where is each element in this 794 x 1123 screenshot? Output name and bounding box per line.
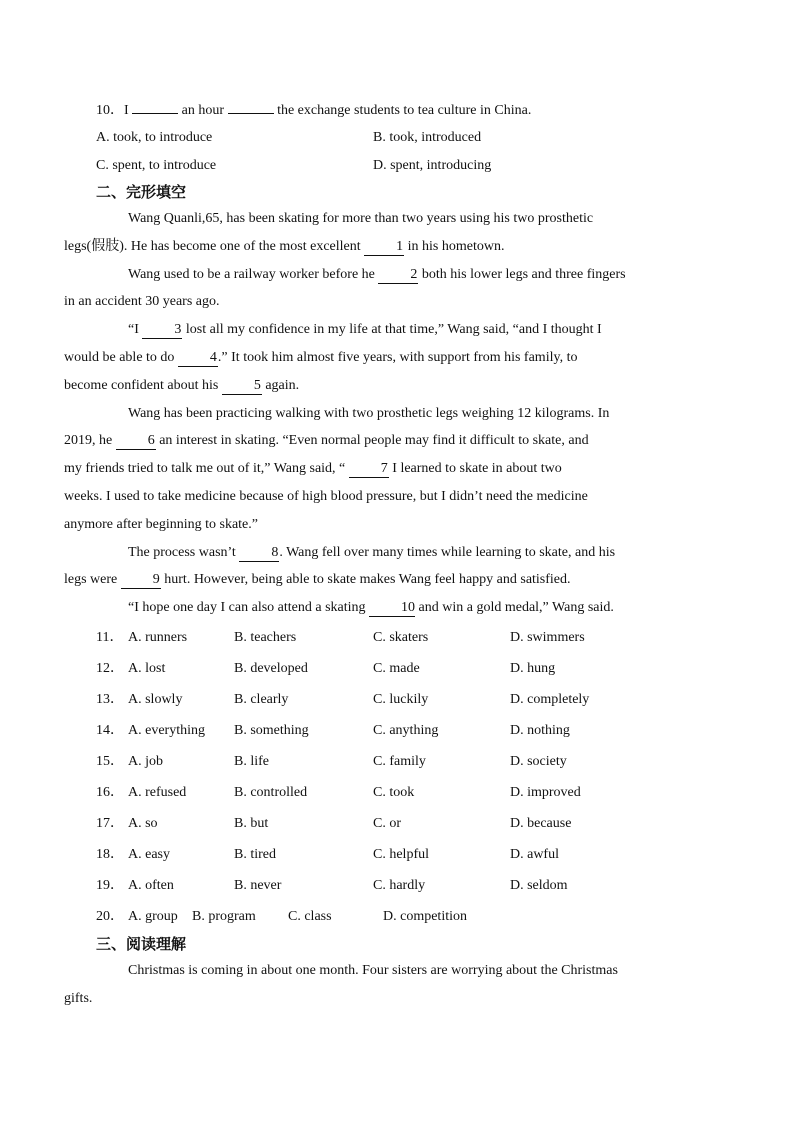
option-a: A. so xyxy=(128,815,158,831)
option-a: A. runners xyxy=(128,629,188,645)
passage-text: in an accident 30 years ago. xyxy=(64,294,220,310)
passage-text: weeks. I used to take medicine because of high blood pressure, but I didn’t need the medicine xyxy=(64,488,588,504)
option-c: C. hardly xyxy=(373,877,426,893)
option-a: A. took, to introduce xyxy=(96,130,213,145)
passage-text: Wang Quanli,65, has been skating for more than two years using his two prosthetic xyxy=(128,211,594,226)
option-b: B. clearly xyxy=(234,691,289,707)
option-d: D. hung xyxy=(510,660,556,676)
passage-text: I learned to skate in about two xyxy=(388,461,562,477)
option-a: A. job xyxy=(128,753,163,769)
choice-row-16 xyxy=(96,777,696,808)
passage-text: . Wang fell over many times while learning to skate, and his xyxy=(279,544,616,560)
option-a: A. easy xyxy=(128,846,170,862)
cloze-blank-10: 10 xyxy=(369,599,415,617)
passage-text: and win a gold medal,” Wang said. xyxy=(415,600,614,616)
option-d: D. spent, introducing xyxy=(373,158,492,173)
answer-blank xyxy=(132,96,178,114)
passage-text: become confident about his xyxy=(64,377,222,393)
option-d: D. completely xyxy=(510,691,590,707)
choice-row-20 xyxy=(96,901,696,925)
option-b: B. program xyxy=(192,908,256,924)
option-c: C. class xyxy=(288,908,332,924)
option-c: C. skaters xyxy=(373,629,429,645)
option-c: C. family xyxy=(373,753,426,769)
question-number: 16． xyxy=(96,784,124,800)
choice-list xyxy=(96,622,696,925)
option-c: C. helpful xyxy=(373,846,429,862)
cloze-paragraph-5 xyxy=(64,539,690,595)
question-10-mid: an hour xyxy=(181,103,225,118)
choice-row-18 xyxy=(96,839,696,870)
question-number: 18． xyxy=(96,846,124,862)
passage-text: hurt. However, being able to skate makes Wang feel happy and satisfied. xyxy=(160,572,571,588)
passage-text: gifts. xyxy=(64,990,93,1006)
option-c: C. luckily xyxy=(373,691,429,707)
passage-text: “I hope one day I can also attend a skating xyxy=(128,600,370,616)
worksheet-page xyxy=(64,96,696,1013)
question-10-options-row-1 xyxy=(96,124,696,152)
option-c: C. spent, to introduce xyxy=(96,158,217,173)
option-b: B. took, introduced xyxy=(373,130,482,145)
passage-text: 2019, he xyxy=(64,433,116,449)
passage-text: Wang has been practicing walking with two prosthetic legs weighing 12 kilograms. In xyxy=(128,405,610,421)
question-number: 15． xyxy=(96,753,124,769)
option-c: C. made xyxy=(373,660,420,676)
question-10-options-row-2 xyxy=(96,152,696,180)
option-d: D. society xyxy=(510,753,567,769)
question-number: 19． xyxy=(96,877,124,893)
question-10-prefix: 10．I xyxy=(96,103,129,118)
passage-text: both his lower legs and three fingers xyxy=(418,266,626,282)
cloze-paragraph-6 xyxy=(96,594,690,622)
question-number: 20． xyxy=(96,908,124,924)
option-a: A. lost xyxy=(128,660,166,676)
option-d: D. nothing xyxy=(510,722,570,738)
option-a: A. everything xyxy=(128,722,205,738)
passage-text: The process wasn’t xyxy=(128,544,240,560)
choice-row-12 xyxy=(96,653,696,684)
option-d: D. swimmers xyxy=(510,629,585,645)
passage-text: legs were xyxy=(64,572,121,588)
question-10 xyxy=(96,96,696,124)
option-d: D. improved xyxy=(510,784,581,800)
passage-text: in his hometown. xyxy=(404,238,505,254)
option-b: B. never xyxy=(234,877,282,893)
option-b: B. controlled xyxy=(234,784,308,800)
option-c: C. took xyxy=(373,784,415,800)
option-c: C. or xyxy=(373,815,401,831)
option-d: D. seldom xyxy=(510,877,568,893)
passage-text: would be able to do xyxy=(64,349,178,365)
reading-paragraph-1 xyxy=(64,957,690,1013)
option-d: D. because xyxy=(510,815,572,831)
choice-row-13 xyxy=(96,684,696,715)
cloze-blank-9: 9 xyxy=(121,571,161,589)
choice-row-14 xyxy=(96,715,696,746)
question-number: 11． xyxy=(96,629,124,645)
cloze-paragraph-1 xyxy=(64,205,690,261)
cloze-blank-8: 8 xyxy=(239,544,279,562)
passage-text: .” It took him almost five years, with support from his family, to xyxy=(217,349,578,365)
cloze-blank-2: 2 xyxy=(378,266,418,284)
option-b: B. but xyxy=(234,815,269,831)
option-d: D. awful xyxy=(510,846,559,862)
option-a: A. group xyxy=(128,908,178,924)
cloze-blank-3: 3 xyxy=(142,321,182,339)
option-b: B. life xyxy=(234,753,269,769)
option-a: A. slowly xyxy=(128,691,183,707)
question-number: 13． xyxy=(96,691,124,707)
question-number: 17． xyxy=(96,815,124,831)
choice-row-17 xyxy=(96,808,696,839)
option-c: C. anything xyxy=(373,722,439,738)
section-heading-reading: 三、阅读理解 xyxy=(96,934,187,953)
option-d: D. competition xyxy=(383,908,467,924)
cloze-blank-5: 5 xyxy=(222,377,262,395)
choice-row-15 xyxy=(96,746,696,777)
option-b: B. teachers xyxy=(234,629,297,645)
answer-blank xyxy=(228,96,274,114)
option-b: B. tired xyxy=(234,846,276,862)
cloze-blank-4: 4 xyxy=(178,349,218,367)
section-heading-cloze: 二、完形填空 xyxy=(96,183,187,201)
passage-text: again. xyxy=(261,377,300,393)
passage-text: Wang used to be a railway worker before he xyxy=(128,266,379,282)
passage-text: anymore after beginning to skate.” xyxy=(64,516,258,532)
option-b: B. developed xyxy=(234,660,308,676)
passage-text: Christmas is coming in about one month. Four sisters are worrying about the Christmas xyxy=(128,962,618,978)
cloze-paragraph-4 xyxy=(64,400,690,539)
passage-text: legs(假肢). He has become one of the most excellent xyxy=(64,238,365,254)
cloze-blank-6: 6 xyxy=(116,432,156,450)
cloze-paragraph-3 xyxy=(64,316,690,399)
choice-row-11 xyxy=(96,622,696,653)
option-a: A. refused xyxy=(128,784,187,800)
passage-text: my friends tried to talk me out of it,” Wang said, “ xyxy=(64,461,349,477)
question-10-suffix: the exchange students to tea culture in China. xyxy=(277,103,532,118)
option-b: B. something xyxy=(234,722,309,738)
passage-text: “I xyxy=(128,322,143,338)
cloze-paragraph-2 xyxy=(64,261,690,317)
cloze-blank-7: 7 xyxy=(349,460,389,478)
question-number: 12． xyxy=(96,660,124,676)
cloze-blank-1: 1 xyxy=(364,238,404,256)
passage-text: lost all my confidence in my life at that time,” Wang said, “and I thought I xyxy=(182,322,602,338)
question-number: 14． xyxy=(96,722,124,738)
passage-text: an interest in skating. “Even normal people may find it difficult to skate, and xyxy=(155,433,589,449)
option-a: A. often xyxy=(128,877,174,893)
choice-row-19 xyxy=(96,870,696,901)
